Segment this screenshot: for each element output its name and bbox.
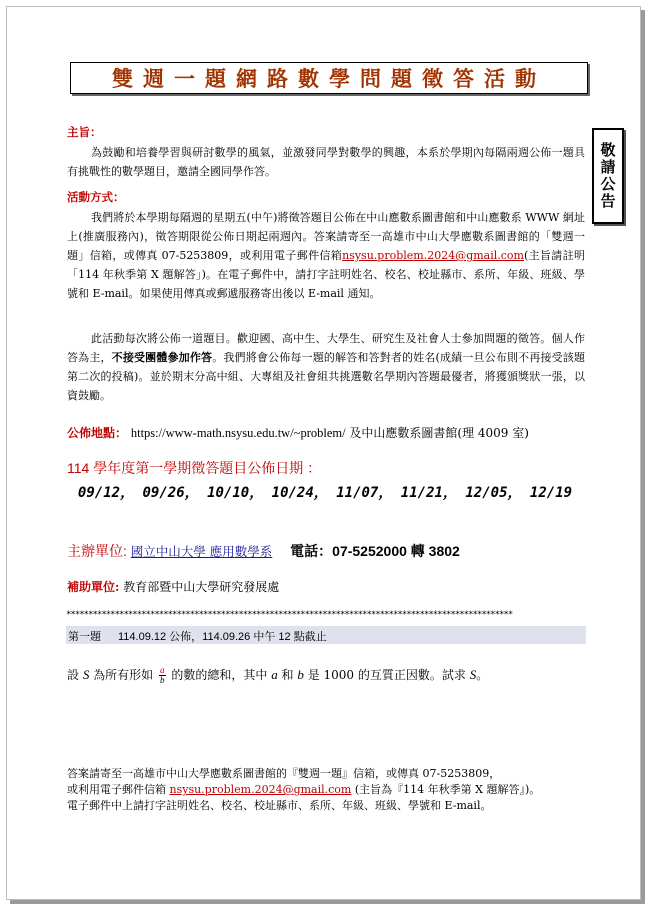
no-group-notice: 不接受團體參加作答	[111, 351, 213, 364]
purpose-text: 為鼓勵和培養學習與研討數學的風氣，並激發同學對數學的興趣，本系於學期內每隔兩週公佈一題具有挑戰性的數學題目，邀請全國同學作答。	[67, 146, 585, 178]
problem-dates: 114.09.12 公佈，114.09.26 中午 12 點截止	[118, 631, 327, 643]
page-title: 雙週一題網路數學問題徵答活動	[112, 66, 546, 91]
organizer-name-link[interactable]: 國立中山大學 應用數學系	[130, 544, 273, 559]
footer-email-link[interactable]: nsysu.problem.2024@gmail.com	[169, 783, 352, 796]
organizer-phone: 電話：07-5252000 轉 3802	[290, 543, 460, 559]
fraction-numerator: a	[160, 665, 165, 675]
page-shadow-bottom	[10, 900, 645, 904]
website-url[interactable]: https://www-math.nsysu.edu.tw/~problem/	[130, 426, 346, 440]
var-s: S	[82, 667, 90, 682]
question-part-3: 的數的總和，其中	[171, 668, 268, 682]
footer-line-1: 答案請寄至一高雄市中山大學應數系圖書館的『雙週一題』信箱，或傳真 07-5253809，	[67, 767, 501, 780]
question-part-2: 為所有形如	[93, 668, 154, 682]
assist-name: 教育部暨中山大學研究發展處	[123, 580, 280, 594]
method-label: 活動方式：	[67, 190, 125, 204]
website-line	[67, 424, 529, 441]
method-paragraph-2	[67, 329, 585, 405]
title-box	[70, 62, 588, 94]
question-part-1: 設	[67, 668, 80, 682]
notice-text: 敬請公告	[598, 142, 617, 210]
email-link[interactable]: nsysu.problem.2024@gmail.com	[342, 249, 524, 262]
question-end: 。	[476, 668, 489, 682]
var-b: b	[297, 667, 304, 682]
method-p1-start: 我們將於本學期每隔週的星期五(中午)將徵答題目公佈在中山應數系圖書館和中山應數系 WWW 網址上(推廣服務內)，徵答期限從公佈日期起兩週內。答案請寄至一高雄市中山大學應數系圖書館的「雙週一題」信箱，或傳真 07-5253809，或利用電子郵件信箱	[67, 211, 585, 262]
footer-line-2	[67, 782, 597, 798]
assist-label: 補助單位:	[67, 580, 120, 594]
fraction-a-over-b	[159, 666, 166, 685]
purpose-label: 主旨：	[67, 125, 102, 139]
fraction-denominator: b	[160, 675, 165, 685]
page-shadow-right	[641, 10, 645, 904]
method-paragraph-1	[67, 208, 585, 303]
footer-line-2-start: 或利用電子郵件信箱	[67, 783, 166, 796]
organizer-label: 主辦單位:	[67, 543, 127, 559]
method-p2-start: 此活動每次將公佈一道題目。歡迎國、高中生、大學生、研究生及社會人士參加問題的徵答。個人作答為主，	[67, 332, 585, 364]
website-label: 公佈地點：	[67, 426, 128, 440]
var-s-end: S	[469, 667, 477, 682]
dates-title: 114 學年度第一學期徵答題目公佈日期 ：	[67, 460, 322, 476]
footer	[67, 766, 597, 814]
question-text	[67, 666, 488, 685]
question-part-5: 是 1000 的互質正因數。試求	[307, 668, 466, 682]
footer-line-3: 電子郵件中上請打字註明姓名、校名、校址縣市、系所、年級、班級、學號和 E-mail。	[67, 799, 492, 812]
problem-number: 第一題	[68, 631, 101, 643]
notice-box	[592, 128, 624, 224]
assist-line	[67, 578, 279, 595]
var-a: a	[271, 667, 278, 682]
question-part-4: 和	[281, 668, 294, 682]
method-p1-end: (主旨請註明「114 年秋季第 X 題解答」)。在電子郵件中，請打字註明姓名、校名、校址縣市、系所、年級、班級、學號和 E-mail。如果使用傳真或郵遞服務寄出後以 E-mail 通知。	[67, 249, 586, 300]
organizer-line	[67, 541, 460, 561]
star-divider: *****************************************************************************************************	[66, 610, 513, 620]
website-rest: 及中山應數系圖書館(理 4009 室)	[349, 426, 529, 440]
method-p2-end: 。我們將會公佈每一題的解答和答對者的姓名(成績一旦公布則不再接受該題第二次的投稿)。並於期末分高中組、大專組及社會組共挑選數名學期內答題最優者，將獲頒獎狀一張，以資鼓勵。	[67, 351, 586, 402]
problem-header	[66, 626, 586, 644]
footer-line-2-end: (主旨為『114 年秋季第 X 題解答』)。	[354, 783, 541, 796]
dates-list: 09/12， 09/26， 10/10， 10/24， 11/07， 11/21， 12/05， 12/19	[77, 485, 573, 501]
